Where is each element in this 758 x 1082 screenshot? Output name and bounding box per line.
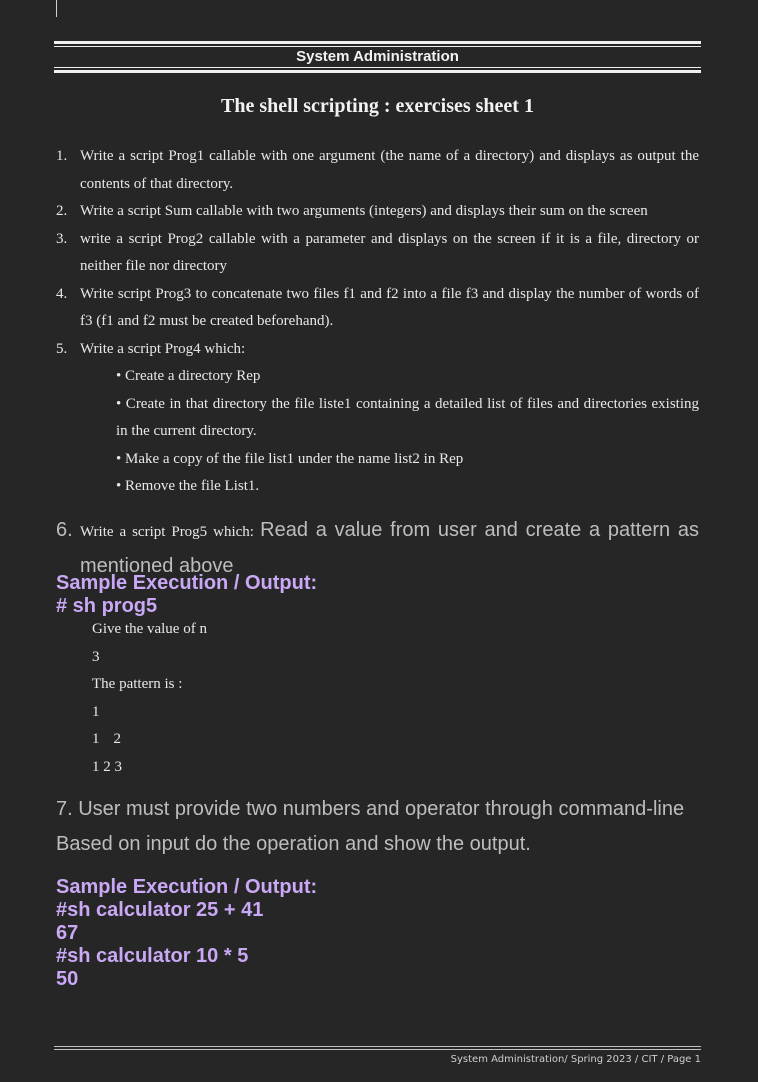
output-value: 1 [92, 731, 100, 748]
sample-line: 50 [56, 968, 79, 990]
exercise-item [56, 226, 699, 281]
page-footer [54, 1046, 701, 1065]
exercise-text: Write a script Prog1 callable with one argument (the name of a directory) and displays as output the contents of that directory. [80, 148, 699, 192]
exercise-item [56, 336, 699, 364]
header-top-rule [54, 41, 701, 47]
exercise-item [56, 198, 699, 226]
exercise-7 [56, 792, 706, 862]
exercise-6-lead: Write a script Prog5 which: [80, 524, 254, 540]
exercise-text: Write script Prog3 to concatenate two files f1 and f2 into a file f3 and display the number of words of f3 (f1 and f2 must be created beforehand). [80, 285, 699, 329]
exercise-text: write a script Prog2 callable with a parameter and displays on the screen if it is a file, directory or neither file nor directory [80, 230, 699, 274]
bullet-item: • Create a directory Rep [116, 368, 261, 384]
output-line: The pattern is : [92, 676, 183, 693]
sample-output-2 [56, 876, 317, 991]
exercise-number: 3. [56, 230, 68, 247]
bullet-item: • Make a copy of the file list1 under the name list2 in Rep [116, 450, 464, 467]
sample-line: 67 [56, 922, 79, 944]
document-title: The shell scripting : exercises sheet 1 [221, 95, 534, 117]
header-bottom-rule [54, 67, 701, 73]
output-line [92, 726, 207, 754]
pattern-output [92, 616, 207, 782]
bullet-item: • Create in that directory the file liste1 containing a detailed list of files and directories existing in the current directory. [116, 395, 699, 439]
exercise-number: 2. [56, 203, 68, 219]
exercise-number: 4. [56, 285, 68, 302]
exercise-text: Write a script Sum callable with two arguments (integers) and displays their sum on the screen [80, 203, 648, 219]
exercise-list [56, 143, 699, 501]
exercise-text: Write a script Prog4 which: [80, 340, 246, 357]
exercise-item [56, 143, 699, 198]
output-line: 3 [92, 648, 100, 665]
footer-text: System Administration/ Spring 2023 / CIT / Page 1 [450, 1054, 701, 1065]
sample-line: #sh calculator 10 * 5 [56, 945, 249, 967]
output-line: Give the value of n [92, 621, 207, 637]
exercise-7-line: 7. User must provide two numbers and operator through command-line [56, 798, 685, 820]
text-cursor [56, 0, 57, 17]
output-line: 1 [92, 703, 100, 720]
exercise-number: 1. [56, 148, 68, 164]
output-value: 2 [113, 731, 121, 748]
exercise-6-text: Read a value from user and create a pattern as mentioned above [80, 519, 699, 577]
sample-command: # sh prog5 [56, 595, 158, 617]
exercise-number: 6. [56, 519, 73, 541]
header-title: System Administration [296, 48, 459, 65]
exercise-number: 5. [56, 340, 68, 357]
sample-output-1 [56, 572, 317, 618]
exercise-7-line: Based on input do the operation and show the output. [56, 833, 531, 855]
bullet-item: • Remove the file List1. [116, 478, 260, 494]
exercise-item [56, 281, 699, 336]
sample-heading: Sample Execution / Output: [56, 876, 318, 898]
output-line: 1 2 3 [92, 758, 122, 775]
sample-line: #sh calculator 25 + 41 [56, 899, 264, 921]
page-header [54, 41, 701, 73]
sample-heading: Sample Execution / Output: [56, 572, 318, 594]
